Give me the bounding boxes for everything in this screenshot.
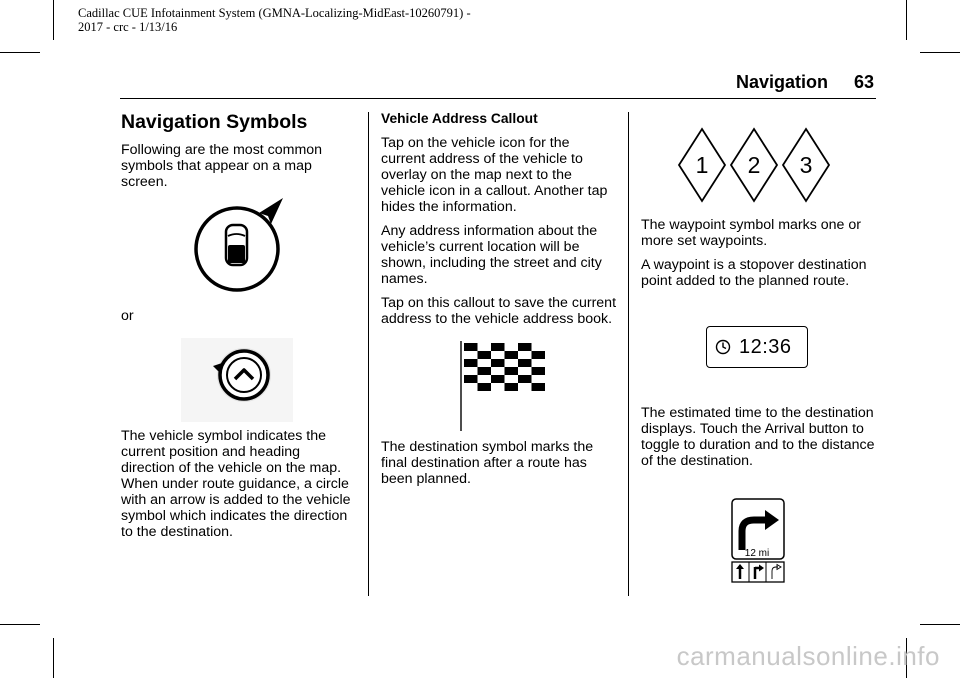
column-divider	[368, 112, 369, 596]
column-divider	[628, 112, 629, 596]
waypoint-number: 1	[695, 152, 709, 178]
meta-line-1: Cadillac CUE Infotainment System (GMNA-Localizing-MidEast-10260791) -	[78, 6, 471, 20]
turn-distance: 12 mi	[744, 548, 770, 559]
waypoint-2-icon	[731, 129, 777, 201]
watermark: carmanualsonline.info	[676, 641, 940, 671]
vehicle-guidance-icon	[121, 330, 357, 428]
document-meta	[78, 6, 471, 34]
crop-mark	[920, 52, 960, 53]
callout-paragraph-2: Any address information about the vehicle’s current location will be shown, including the street and city names.	[381, 223, 602, 287]
flag-square	[518, 375, 532, 383]
flag-square	[505, 351, 519, 359]
vehicle-description: The vehicle symbol indicates the current position and heading direction of the vehicle on the map. When under route guidance, a circle with an arrow is added to the vehicle symbol which indicates the direction to the destination.	[121, 428, 351, 540]
flag-square	[491, 375, 505, 383]
clock-icon	[715, 339, 731, 355]
flag-square	[518, 359, 532, 367]
waypoint-number: 2	[747, 152, 761, 178]
column-3	[641, 111, 877, 477]
flag-square	[478, 367, 492, 375]
waypoint-description-2: A waypoint is a stopover destination point added to the planned route.	[641, 257, 867, 289]
flag-square	[532, 383, 546, 391]
flag-square	[464, 343, 478, 351]
waypoint-3-icon	[783, 129, 829, 201]
crop-mark	[906, 0, 907, 40]
eta-time: 12:36	[739, 335, 792, 358]
flag-square	[478, 383, 492, 391]
meta-line-2: 2017 - crc - 1/13/16	[78, 20, 178, 34]
or-text: or	[121, 308, 134, 324]
flag-square	[505, 383, 519, 391]
crop-mark	[0, 52, 40, 53]
subheading-vehicle-address: Vehicle Address Callout	[381, 111, 538, 126]
crop-mark	[53, 0, 54, 40]
vehicle-symbol-icon	[121, 198, 357, 308]
flag-square	[505, 367, 519, 375]
crop-mark	[920, 624, 960, 625]
flag-square	[464, 359, 478, 367]
flag-square	[532, 367, 546, 375]
flag-square	[491, 359, 505, 367]
destination-description: The destination symbol marks the final destination after a route has been planned.	[381, 439, 594, 487]
page-number: 63	[853, 72, 874, 92]
section-name: Navigation	[735, 72, 828, 92]
waypoint-number: 3	[799, 152, 813, 178]
flag-square	[478, 351, 492, 359]
crop-mark	[53, 638, 54, 678]
column-1	[121, 111, 357, 548]
header-rule	[120, 98, 876, 99]
flag-square	[464, 375, 478, 383]
flag-square	[518, 343, 532, 351]
waypoint-1-icon	[679, 129, 725, 201]
intro-paragraph: Following are the most common symbols that appear on a map screen.	[121, 142, 323, 190]
running-header	[736, 72, 874, 93]
callout-paragraph-3: Tap on this callout to save the current address to the vehicle address book.	[381, 295, 617, 327]
turn-guidance-icon	[728, 498, 788, 590]
flag-square	[532, 351, 546, 359]
column-2	[381, 111, 617, 495]
flag-square	[491, 343, 505, 351]
eta-description: The estimated time to the destination displays. Touch the Arrival button to toggle to duration and to the distance of the destination.	[641, 405, 875, 469]
callout-paragraph-1: Tap on the vehicle icon for the current address of the vehicle to overlay on the map next to the vehicle icon in a callout. Another tap hides the information.	[381, 135, 608, 215]
destination-flag-icon	[381, 335, 617, 439]
crop-mark	[0, 624, 40, 625]
waypoint-description-1: The waypoint symbol marks one or more set waypoints.	[641, 217, 861, 249]
eta-display	[706, 326, 808, 368]
page-title: Navigation Symbols	[121, 111, 308, 133]
waypoint-symbols	[641, 119, 877, 217]
